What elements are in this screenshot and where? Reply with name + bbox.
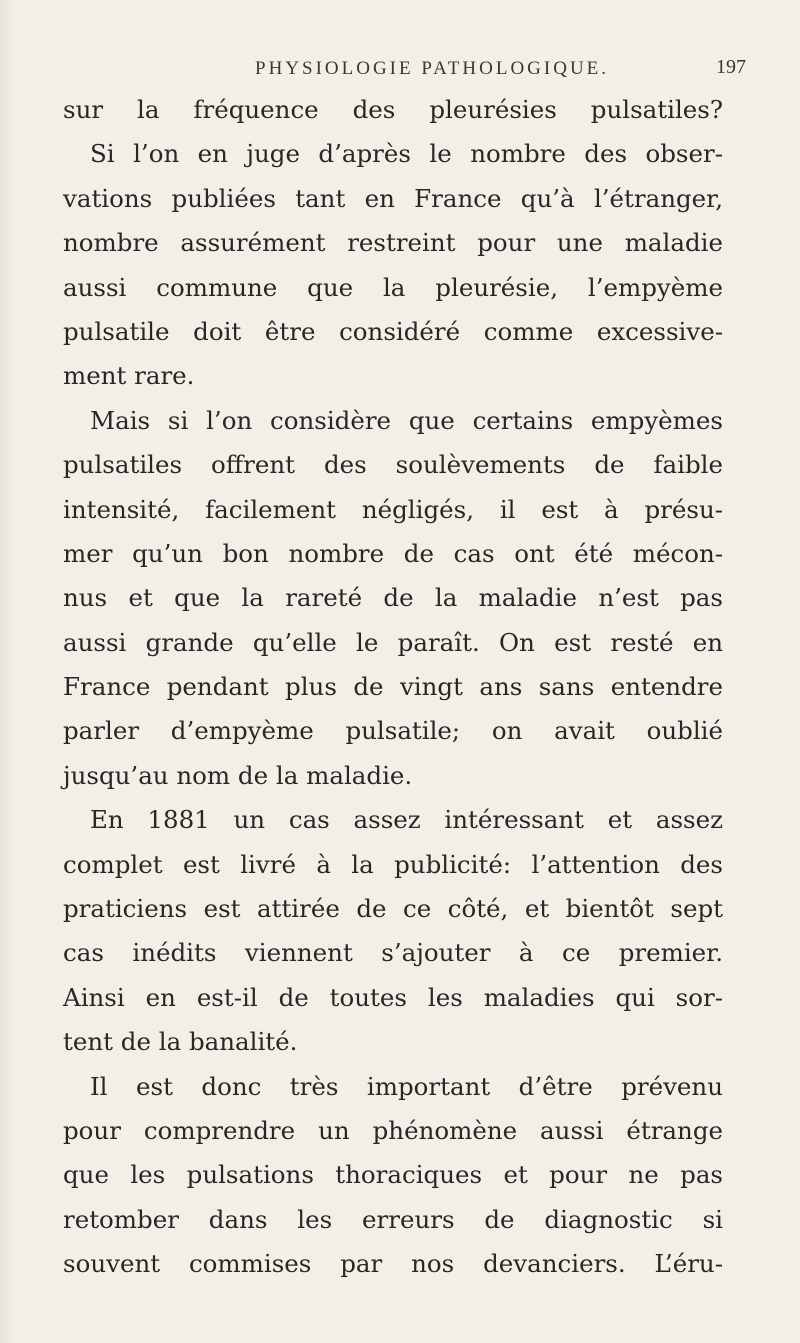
- text-line: souvent commises par nos devanciers. L’éru-: [63, 1249, 723, 1279]
- text-line: praticiens est attirée de ce côté, et bientôt sept: [63, 894, 723, 924]
- body-text: [63, 88, 723, 1287]
- text-line: Il est donc très important d’être prévenu: [90, 1071, 723, 1101]
- text-line: ment rare.: [63, 361, 195, 391]
- text-line: sur la fréquence des pleurésies pulsatiles?: [63, 95, 723, 124]
- text-line: Si l’on en juge d’après le nombre des obser-: [90, 139, 723, 169]
- text-line: aussi commune que la pleurésie, l’empyème: [63, 272, 723, 302]
- text-line: pulsatile doit être considéré comme excessive-: [63, 316, 723, 346]
- text-line: pour comprendre un phénomène aussi étrange: [63, 1115, 723, 1145]
- text-line: Mais si l’on considère que certains empyèmes: [90, 405, 723, 435]
- text-line: que les pulsations thoraciques et pour ne pas: [63, 1160, 723, 1190]
- text-line: mer qu’un bon nombre de cas ont été mécon-: [63, 538, 723, 568]
- text-line: En 1881 un cas assez intéressant et assez: [90, 805, 723, 835]
- text-line: France pendant plus de vingt ans sans entendre: [63, 672, 723, 702]
- text-line: nus et que la rareté de la maladie n’est pas: [63, 583, 723, 613]
- page-left-edge: [0, 0, 16, 1343]
- text-line: cas inédits viennent s’ajouter à ce premier.: [63, 938, 723, 968]
- text-line: Ainsi en est-il de toutes les maladies qui sor-: [63, 982, 723, 1012]
- text-line: aussi grande qu’elle le paraît. On est resté en: [63, 627, 723, 657]
- text-line: tent de la banalité.: [63, 1027, 298, 1057]
- text-line: complet est livré à la publicité: l’attention des: [63, 849, 723, 879]
- page-number: 197: [716, 56, 746, 78]
- text-line: jusqu’au nom de la maladie.: [63, 760, 413, 790]
- text-line: pulsatiles offrent des soulèvements de faible: [63, 450, 723, 480]
- text-line: intensité, facilement négligés, il est à présu-: [63, 494, 723, 524]
- running-head: PHYSIOLOGIE PATHOLOGIQUE.: [255, 58, 610, 79]
- text-line: vations publiées tant en France qu’à l’étranger,: [63, 183, 723, 213]
- text-line: nombre assurément restreint pour une maladie: [63, 228, 723, 258]
- text-line: parler d’empyème pulsatile; on avait oublié: [63, 716, 723, 746]
- text-line: retomber dans les erreurs de diagnostic si: [63, 1204, 723, 1234]
